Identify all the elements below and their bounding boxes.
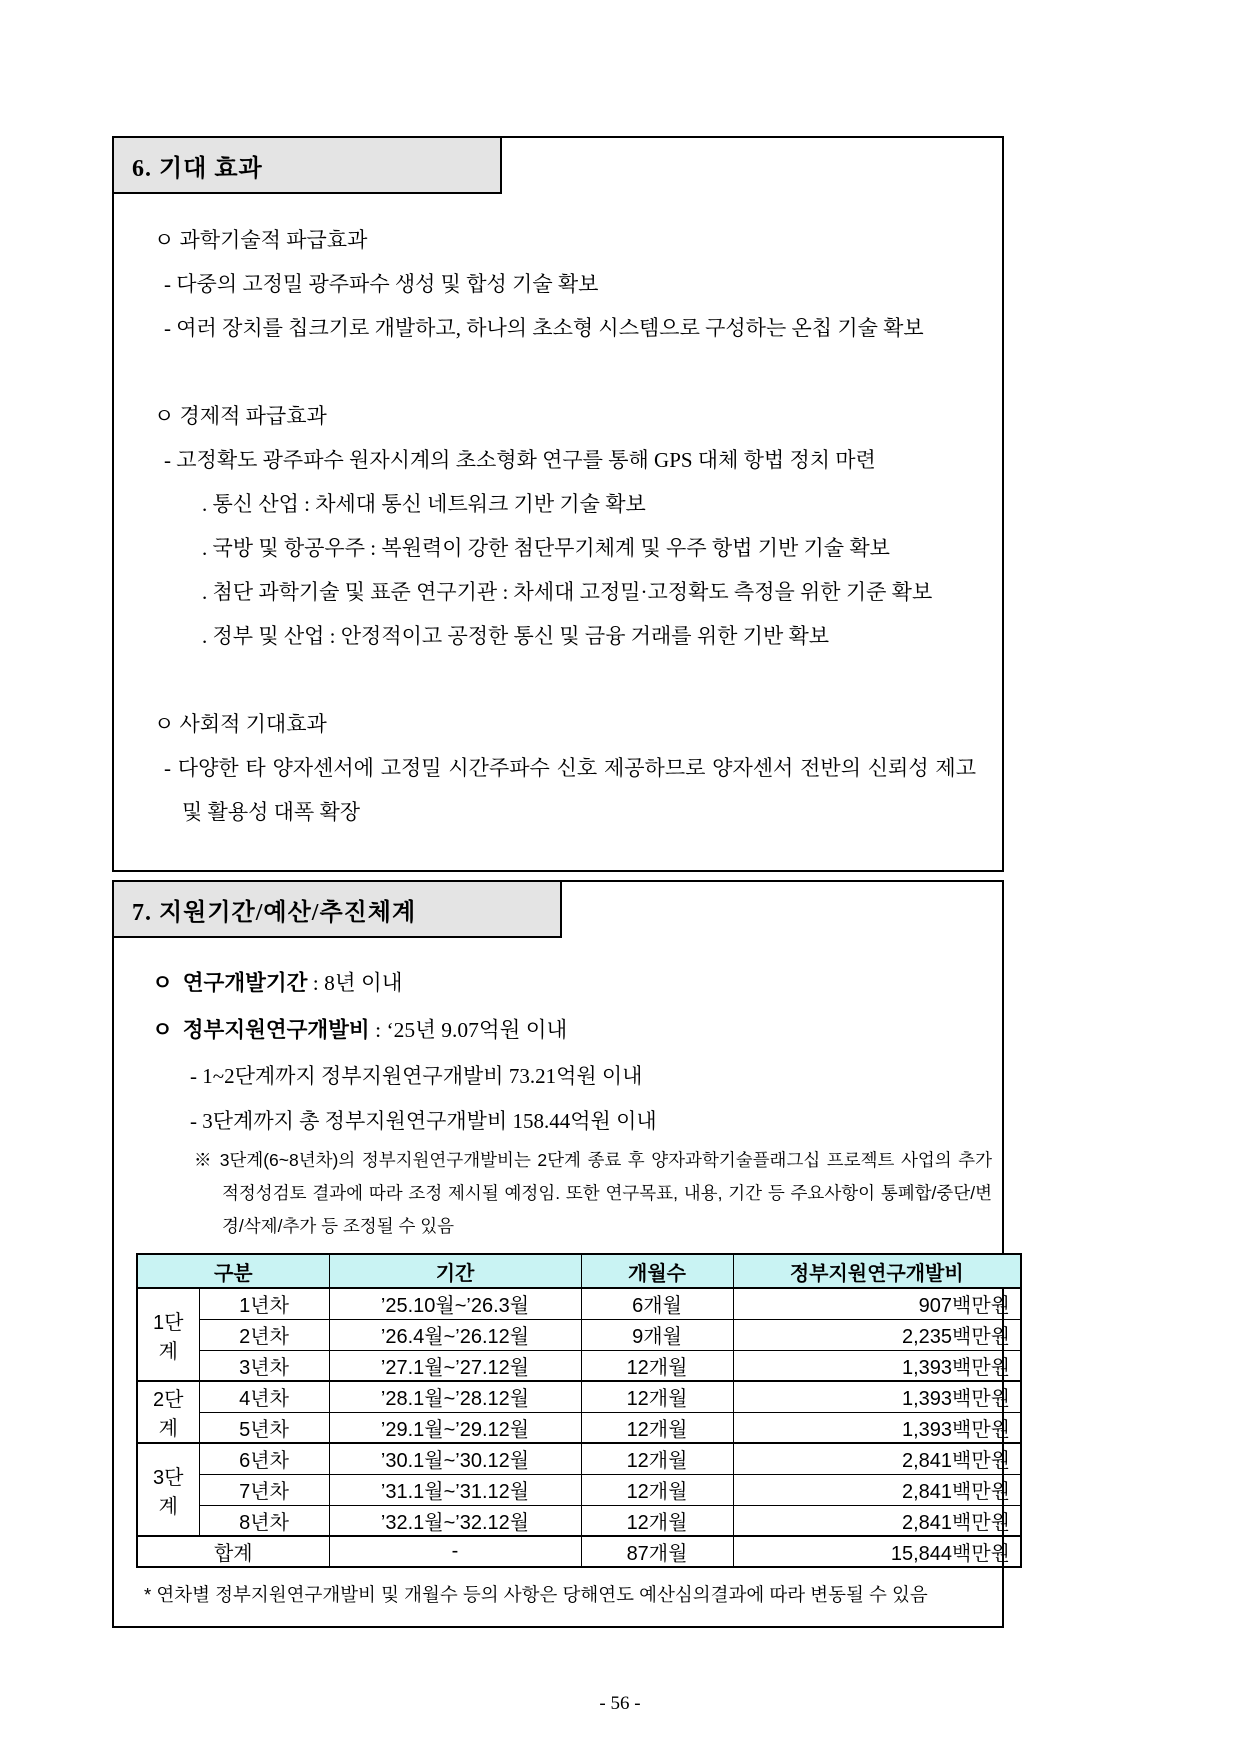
spacer: [136, 658, 976, 702]
bullet-marker: ㅇ: [152, 971, 173, 995]
table-row: [137, 1505, 1021, 1536]
months-cell: 12개월: [581, 1412, 733, 1443]
table-header-row: [137, 1254, 1021, 1288]
page-number: - 56 -: [599, 1693, 641, 1714]
period-cell: ’31.1월~’31.12월: [329, 1474, 581, 1505]
period-cell: ’26.4월~’26.12월: [329, 1319, 581, 1350]
total-period-cell: -: [329, 1536, 581, 1567]
spacer: [136, 350, 976, 394]
year-cell: 8년차: [199, 1505, 329, 1536]
rnd-period-label: 연구개발기간: [182, 971, 308, 995]
item-gps-alternative: - 고정확도 광주파수 원자시계의 초소형화 연구를 통해 GPS 대체 항법 정치 마련: [164, 448, 876, 472]
year-cell: 4년차: [199, 1381, 329, 1412]
bullet-rnd-period: [136, 960, 986, 1007]
section6-title-box: [112, 136, 502, 194]
item-quantum-sensor-reliability: - 다양한 타 양자센서에 고정밀 시간주파수 신호 제공하므로 양자센서 전반의 신뢰성 제고 및 활용성 대폭 확장: [164, 756, 976, 824]
item-government-industry: . 정부 및 산업 : 안정적이고 공정한 통신 및 금융 거래를 위한 기반 확보: [202, 624, 830, 648]
section7-title: 7. 지원기간/예산/추진체계: [132, 899, 417, 926]
gov-budget-label: 정부지원연구개발비: [182, 1018, 370, 1042]
bullet-marker: ㅇ: [152, 1018, 173, 1042]
item-defense-aerospace: . 국방 및 항공우주 : 복원력이 강한 첨단무기체계 및 우주 항법 기반 기술 확보: [202, 536, 890, 560]
header-period: 기간: [329, 1254, 581, 1288]
item-science-standards: . 첨단 과학기술 및 표준 연구기관 : 차세대 고정밀·고정확도 측정을 위한 기준 확보: [202, 580, 933, 604]
stage-3-cell: 3단계: [137, 1443, 199, 1536]
item-chip-scale: - 여러 장치를 칩크기로 개발하고, 하나의 초소형 시스템으로 구성하는 온칩 기술 확보: [164, 316, 924, 340]
table-row: [137, 1474, 1021, 1505]
table-total-row: [137, 1536, 1021, 1567]
section6-body: [114, 138, 1002, 834]
period-cell: ’27.1월~’27.12월: [329, 1350, 581, 1381]
bullet-gov-budget: [136, 1007, 986, 1054]
item-phase3-budget: - 3단계까지 총 정부지원연구개발비 158.44억원 이내: [190, 1109, 657, 1133]
year-cell: 6년차: [199, 1443, 329, 1474]
year-cell: 1년차: [199, 1288, 329, 1319]
year-cell: 3년차: [199, 1350, 329, 1381]
section-support-period-budget: [112, 880, 1011, 1628]
stage-1-cell: 1단계: [137, 1288, 199, 1381]
period-cell: ’25.10월~’26.3월: [329, 1288, 581, 1319]
table-footnote: * 연차별 정부지원연구개발비 및 개월수 등의 사항은 당해연도 예산심의결과에 따라 변동될 수 있음: [144, 1584, 928, 1605]
budget-cell: 1,393백만원: [733, 1412, 1021, 1443]
months-cell: 6개월: [581, 1288, 733, 1319]
months-cell: 12개월: [581, 1505, 733, 1536]
stage-2-cell: 2단계: [137, 1381, 199, 1443]
year-cell: 5년차: [199, 1412, 329, 1443]
months-cell: 12개월: [581, 1350, 733, 1381]
table-row: [137, 1412, 1021, 1443]
months-cell: 12개월: [581, 1443, 733, 1474]
budget-cell: 1,393백만원: [733, 1350, 1021, 1381]
total-budget-cell: 15,844백만원: [733, 1536, 1021, 1567]
table-row: [137, 1443, 1021, 1474]
bullet-economic-effects: ㅇ 경제적 파급효과: [154, 404, 327, 428]
months-cell: 9개월: [581, 1319, 733, 1350]
table-row: [137, 1288, 1021, 1319]
gov-budget-value: : ‘25년 9.07억원 이내: [369, 1018, 568, 1042]
section7-body: [114, 882, 1011, 1610]
budget-cell: 2,841백만원: [733, 1443, 1021, 1474]
table-row: [137, 1319, 1021, 1350]
bullet-social-effects: ㅇ 사회적 기대효과: [154, 712, 327, 736]
period-cell: ’29.1월~’29.12월: [329, 1412, 581, 1443]
item-telecom-industry: . 통신 산업 : 차세대 통신 네트워크 기반 기술 확보: [202, 492, 646, 516]
budget-table: [136, 1253, 1022, 1568]
item-phase12-budget: - 1~2단계까지 정부지원연구개발비 73.21억원 이내: [190, 1064, 643, 1088]
months-cell: 12개월: [581, 1474, 733, 1505]
item-multi-frequency: - 다중의 고정밀 광주파수 생성 및 합성 기술 확보: [164, 272, 599, 296]
period-cell: ’32.1월~’32.12월: [329, 1505, 581, 1536]
year-cell: 2년차: [199, 1319, 329, 1350]
section6-title: 6. 기대 효과: [132, 155, 263, 182]
total-months-cell: 87개월: [581, 1536, 733, 1567]
budget-cell: 2,841백만원: [733, 1474, 1021, 1505]
rnd-period-value: : 8년 이내: [307, 971, 403, 995]
budget-cell: 1,393백만원: [733, 1381, 1021, 1412]
budget-cell: 907백만원: [733, 1288, 1021, 1319]
header-budget: 정부지원연구개발비: [733, 1254, 1021, 1288]
budget-cell: 2,235백만원: [733, 1319, 1021, 1350]
table-row: [137, 1381, 1021, 1412]
period-cell: ’28.1월~’28.12월: [329, 1381, 581, 1412]
budget-cell: 2,841백만원: [733, 1505, 1021, 1536]
header-category: 구분: [137, 1254, 329, 1288]
table-row: [137, 1350, 1021, 1381]
section-expected-effects: [112, 136, 1004, 872]
months-cell: 12개월: [581, 1381, 733, 1412]
note-phase3-adjustment: ※ 3단계(6~8년차)의 정부지원연구개발비는 2단계 종료 후 양자과학기술플래그십 프로젝트 사업의 추가 적정성검토 결과에 따라 조정 제시될 예정임. 또한 연구목표, 내용, 기간 등 주요사항이 통폐합/중단/변경/삭제/추가 등 조정될 수 있음: [194, 1150, 992, 1236]
section7-title-box: [112, 880, 562, 938]
total-label-cell: 합계: [137, 1536, 329, 1567]
header-months: 개월수: [581, 1254, 733, 1288]
period-cell: ’30.1월~’30.12월: [329, 1443, 581, 1474]
year-cell: 7년차: [199, 1474, 329, 1505]
bullet-scientific-effects: ㅇ 과학기술적 파급효과: [154, 228, 368, 252]
